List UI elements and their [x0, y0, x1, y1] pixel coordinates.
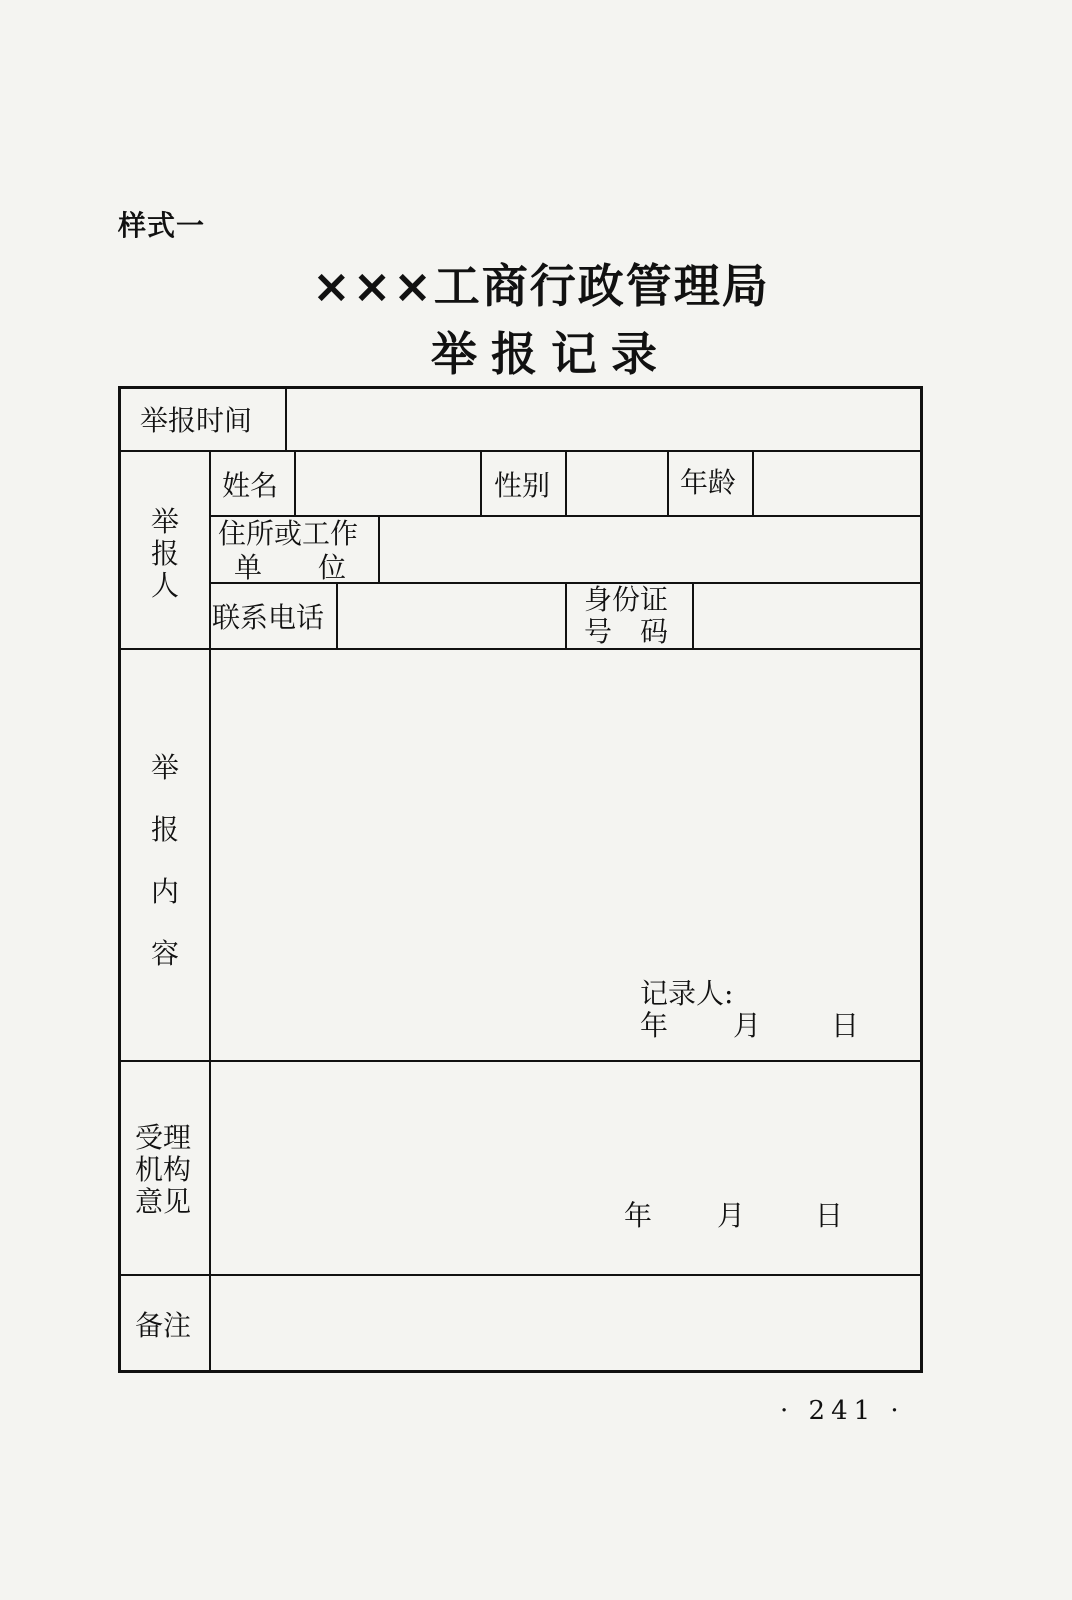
recorder-label: 记录人:	[640, 977, 734, 1010]
name-label: 姓名	[222, 469, 279, 502]
column-divider	[209, 450, 211, 1373]
reporter-label-char: 报	[150, 537, 179, 570]
column-divider	[667, 450, 669, 515]
address-field[interactable]	[381, 518, 920, 581]
content-label-char: 举	[150, 751, 179, 784]
report-time-field[interactable]	[288, 389, 920, 449]
column-divider	[285, 386, 287, 450]
form-title: 举报记录	[431, 327, 671, 381]
remarks-field[interactable]	[212, 1277, 920, 1370]
column-divider	[565, 450, 567, 515]
column-divider	[294, 450, 296, 515]
report-content-field[interactable]	[212, 651, 920, 981]
column-divider	[378, 515, 380, 582]
opinion-label: 机构	[135, 1153, 192, 1186]
report-time-label: 举报时间	[140, 404, 253, 437]
column-divider	[752, 450, 754, 515]
id-number-label: 身份证	[584, 583, 669, 616]
style-label: 样式一	[118, 209, 206, 242]
page-number: · 241 ·	[780, 1396, 905, 1426]
name-field[interactable]	[297, 453, 479, 514]
content-label-char: 内	[150, 875, 179, 908]
row-divider	[118, 648, 923, 650]
id-number-field[interactable]	[695, 585, 920, 647]
content-label-char: 容	[150, 937, 179, 970]
column-divider	[480, 450, 482, 515]
remarks-label: 备注	[135, 1309, 192, 1342]
phone-label: 联系电话	[212, 601, 325, 634]
column-divider	[336, 582, 338, 648]
row-divider	[118, 1274, 923, 1276]
row-divider	[118, 1060, 923, 1062]
opinion-date-month: 月	[717, 1199, 746, 1232]
recorder-date-year: 年	[640, 1009, 669, 1042]
recorder-date-day: 日	[831, 1009, 860, 1042]
opinion-field[interactable]	[212, 1063, 920, 1193]
opinion-date-day: 日	[815, 1199, 844, 1232]
content-label-char: 报	[150, 813, 179, 846]
opinion-label: 受理	[135, 1121, 192, 1154]
reporter-label-char: 举	[150, 505, 179, 538]
row-divider	[118, 450, 923, 452]
recorder-date-month: 月	[733, 1009, 762, 1042]
age-label: 年龄	[680, 466, 737, 499]
column-divider	[565, 582, 567, 648]
form-title-agency: ×××工商行政管理局	[312, 259, 770, 313]
age-field[interactable]	[755, 453, 920, 514]
phone-field[interactable]	[339, 585, 564, 647]
column-divider	[692, 582, 694, 648]
address-label: 单 位	[234, 551, 347, 584]
id-number-label: 号 码	[584, 615, 669, 648]
opinion-label: 意见	[135, 1185, 192, 1218]
gender-label: 性别	[494, 469, 551, 502]
gender-field[interactable]	[568, 453, 666, 514]
opinion-date-year: 年	[624, 1199, 653, 1232]
address-label: 住所或工作	[218, 517, 359, 550]
reporter-label-char: 人	[150, 569, 179, 602]
